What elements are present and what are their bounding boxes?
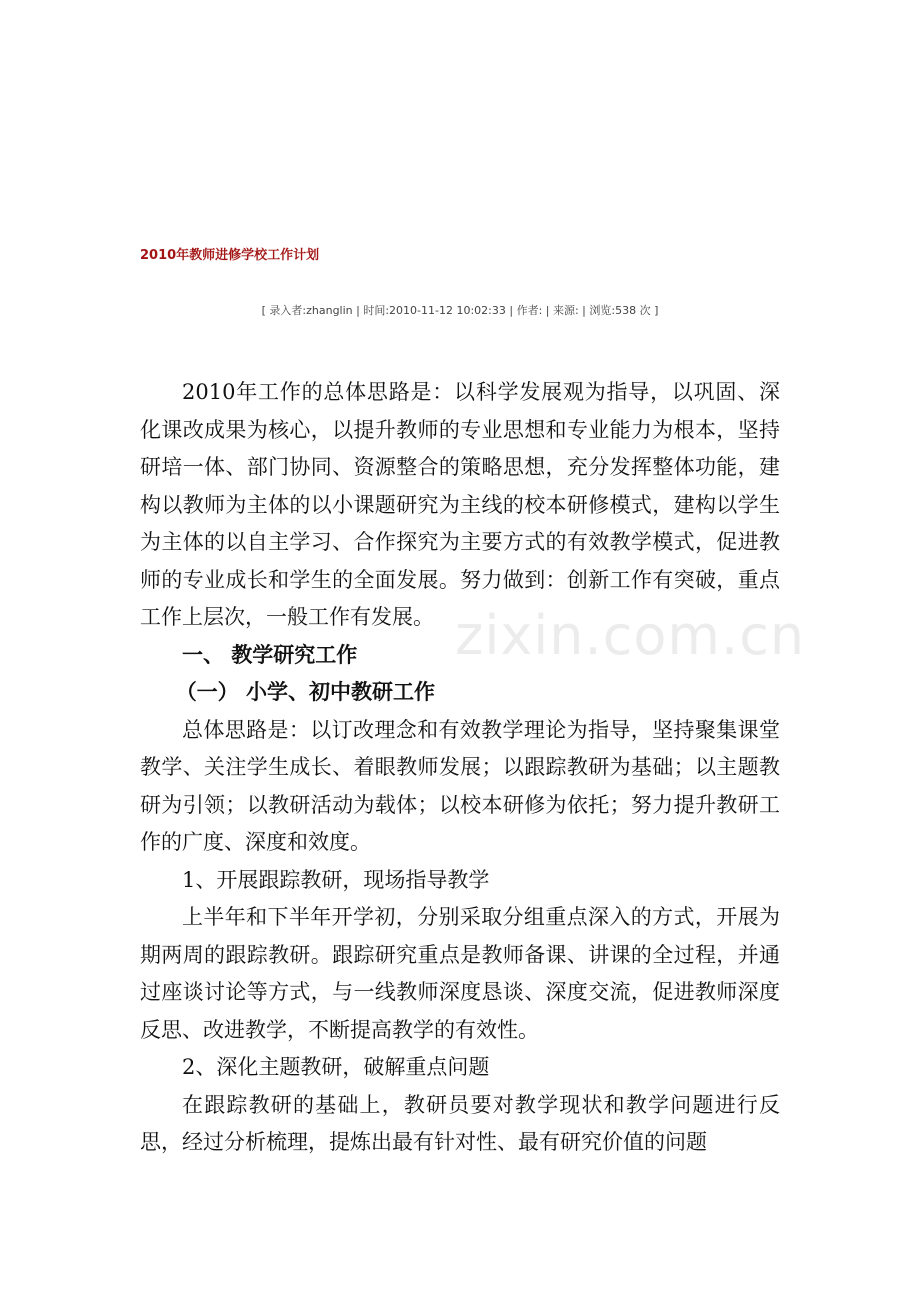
watermark: zixin.com.cn bbox=[455, 604, 806, 667]
article-body bbox=[140, 374, 780, 1162]
article-title: 2010年教师进修学校工作计划 bbox=[140, 248, 320, 263]
body-paragraph: 上半年和下半年开学初，分别采取分组重点深入的方式，开展为期两周的跟踪教研。跟踪研究重点是教师备课、讲课的全过程，并通过座谈讨论等方式，与一线教师深度恳谈、深度交流，促进教师深度反思、改进教学，不断提高教学的有效性。 bbox=[140, 905, 780, 1042]
section-heading: 一、 教学研究工作 bbox=[182, 642, 358, 667]
item-heading: 1、开展跟踪教研，现场指导教学 bbox=[182, 867, 490, 892]
subsection-heading: （一） 小学、初中教研工作 bbox=[175, 680, 435, 704]
intro-paragraph: 2010年工作的总体思路是：以科学发展观为指导，以巩固、深化课改成果为核心，以提升教师的专业思想和专业能力为根本，坚持研培一体、部门协同、资源整合的策略思想，充分发挥整体功能，建构以教师为主体的以小课题研究为主线的校本研修模式，建构以学生为主体的以自主学习、合作探究为主要方式的有效教学模式，促进教师的专业成长和学生的全面发展。努力做到：创新工作有突破，重点工作上层次，一般工作有发展。 bbox=[140, 380, 780, 629]
article-meta: [ 录入者:zhanglin | 时间:2010-11-12 10:02:33 | 作者: | 来源: | 浏览:538 次 ] bbox=[261, 304, 659, 317]
body-paragraph: 总体思路是：以订改理念和有效教学理论为指导，坚持聚集课堂教学、关注学生成长、着眼教师发展；以跟踪教研为基础；以主题教研为引领；以教研活动为载体；以校本研修为依托；努力提升教研工作的广度、深度和效度。 bbox=[140, 717, 780, 854]
body-paragraph: 在跟踪教研的基础上，教研员要对教学现状和教学问题进行反思，经过分析梳理，提炼出最有针对性、最有研究价值的问题 bbox=[140, 1092, 780, 1154]
item-heading: 2、深化主题教研，破解重点问题 bbox=[182, 1055, 490, 1079]
